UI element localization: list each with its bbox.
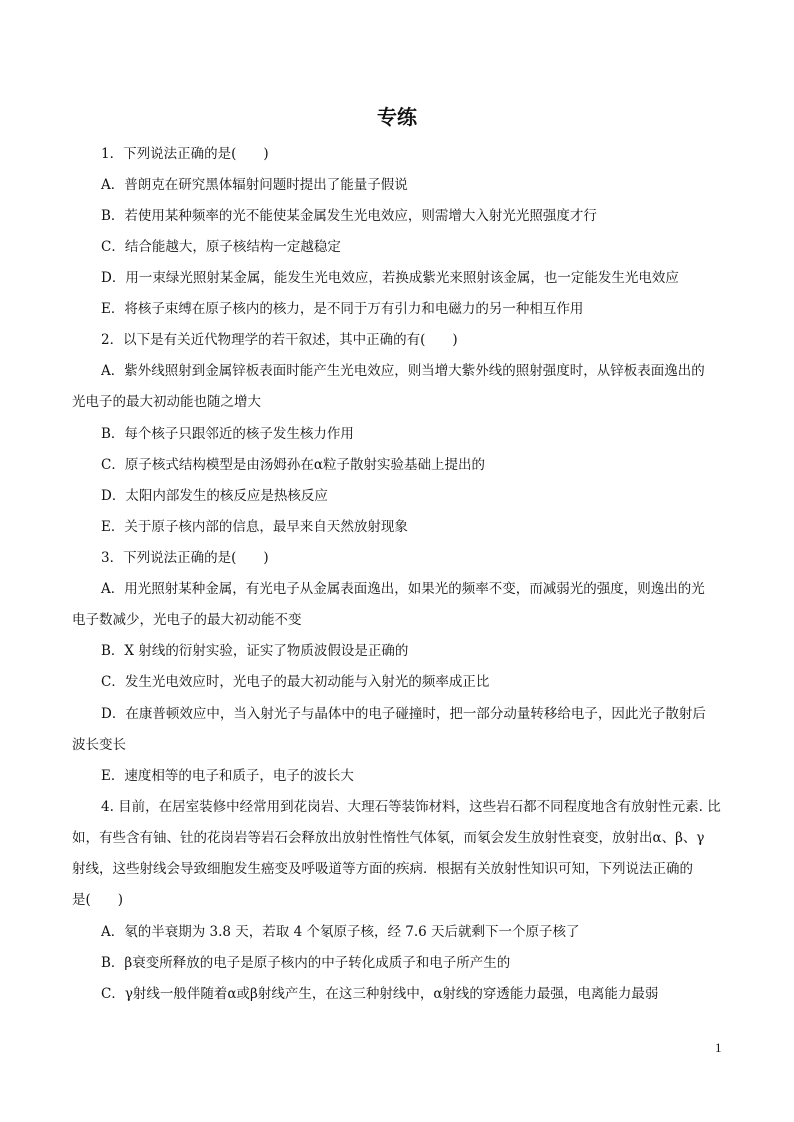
- q1-option-b: B．若使用某种频率的光不能使某金属发生光电效应，则需增大入射光光照强度才行: [101, 208, 597, 224]
- question-4-stem-cont-1: 如，有些含有铀、钍的花岗岩等岩石会释放出放射性惰性气体氡，而氡会发生放射性衰变，放射出α、β、γ: [72, 830, 705, 846]
- q3-option-b: B．X 射线的衍射实验，证实了物质波假设是正确的: [101, 643, 409, 659]
- q2-option-d: D．太阳内部发生的核反应是热核反应: [101, 488, 328, 504]
- question-4-stem: 4. 目前，在居室装修中经常用到花岗岩、大理石等装饰材料，这些岩石都不同程度地含有放射性元素. 比: [101, 799, 721, 815]
- q4-option-a: A．氡的半衰期为 3.8 天，若取 4 个氡原子核，经 7.6 天后就剩下一个原子核了: [101, 924, 580, 940]
- q2-option-c: C．原子核式结构模型是由汤姆孙在α粒子散射实验基础上提出的: [101, 457, 485, 473]
- question-4-stem-cont-3: 是( ): [72, 892, 124, 908]
- q2-option-a-cont: 光电子的最大初动能也随之增大: [72, 394, 261, 410]
- page-number: 1: [715, 1040, 722, 1055]
- question-4-stem-cont-2: 射线，这些射线会导致细胞发生癌变及呼吸道等方面的疾病．根据有关放射性知识可知，下列说法正确的: [72, 861, 693, 877]
- q3-option-c: C．发生光电效应时，光电子的最大初动能与入射光的频率成正比: [101, 674, 490, 690]
- q4-option-b: B．β衰变所释放的电子是原子核内的中子转化成质子和电子所产生的: [101, 955, 511, 971]
- q1-option-c: C．结合能越大，原子核结构一定越稳定: [101, 239, 341, 255]
- q3-option-a: A．用光照射某种金属，有光电子从金属表面逸出，如果光的频率不变，而减弱光的强度，则逸出的光: [101, 581, 705, 597]
- q3-option-a-cont: 电子数减少，光电子的最大初动能不变: [72, 612, 302, 628]
- page-title: 专练: [377, 105, 417, 129]
- q2-option-e: E．关于原子核内部的信息，最早来自天然放射现象: [101, 519, 408, 535]
- q3-option-d: D．在康普顿效应中，当入射光子与晶体中的电子碰撞时，把一部分动量转移给电子，因此光子散射后: [101, 706, 706, 722]
- question-1-stem: 1．下列说法正确的是( ): [101, 146, 269, 162]
- q2-option-a: A．紫外线照射到金属锌板表面时能产生光电效应，则当增大紫外线的照射强度时，从锌板表面逸出的: [101, 363, 705, 379]
- question-2-stem: 2．以下是有关近代物理学的若干叙述，其中正确的有( ): [101, 332, 458, 348]
- question-3-stem: 3．下列说法正确的是( ): [101, 550, 269, 566]
- q2-option-b: B．每个核子只跟邻近的核子发生核力作用: [101, 426, 354, 442]
- q1-option-a: A．普朗克在研究黑体辐射问题时提出了能量子假说: [101, 177, 408, 193]
- q4-option-c: C．γ射线一般伴随着α或β射线产生，在这三种射线中，α射线的穿透能力最强，电离能力最弱: [101, 986, 659, 1002]
- q3-option-e: E．速度相等的电子和质子，电子的波长大: [101, 768, 354, 784]
- q3-option-d-cont: 波长变长: [72, 737, 126, 753]
- q1-option-d: D．用一束绿光照射某金属，能发生光电效应，若换成紫光来照射该金属，也一定能发生光电效应: [101, 270, 679, 286]
- q1-option-e: E．将核子束缚在原子核内的核力，是不同于万有引力和电磁力的另一种相互作用: [101, 301, 584, 317]
